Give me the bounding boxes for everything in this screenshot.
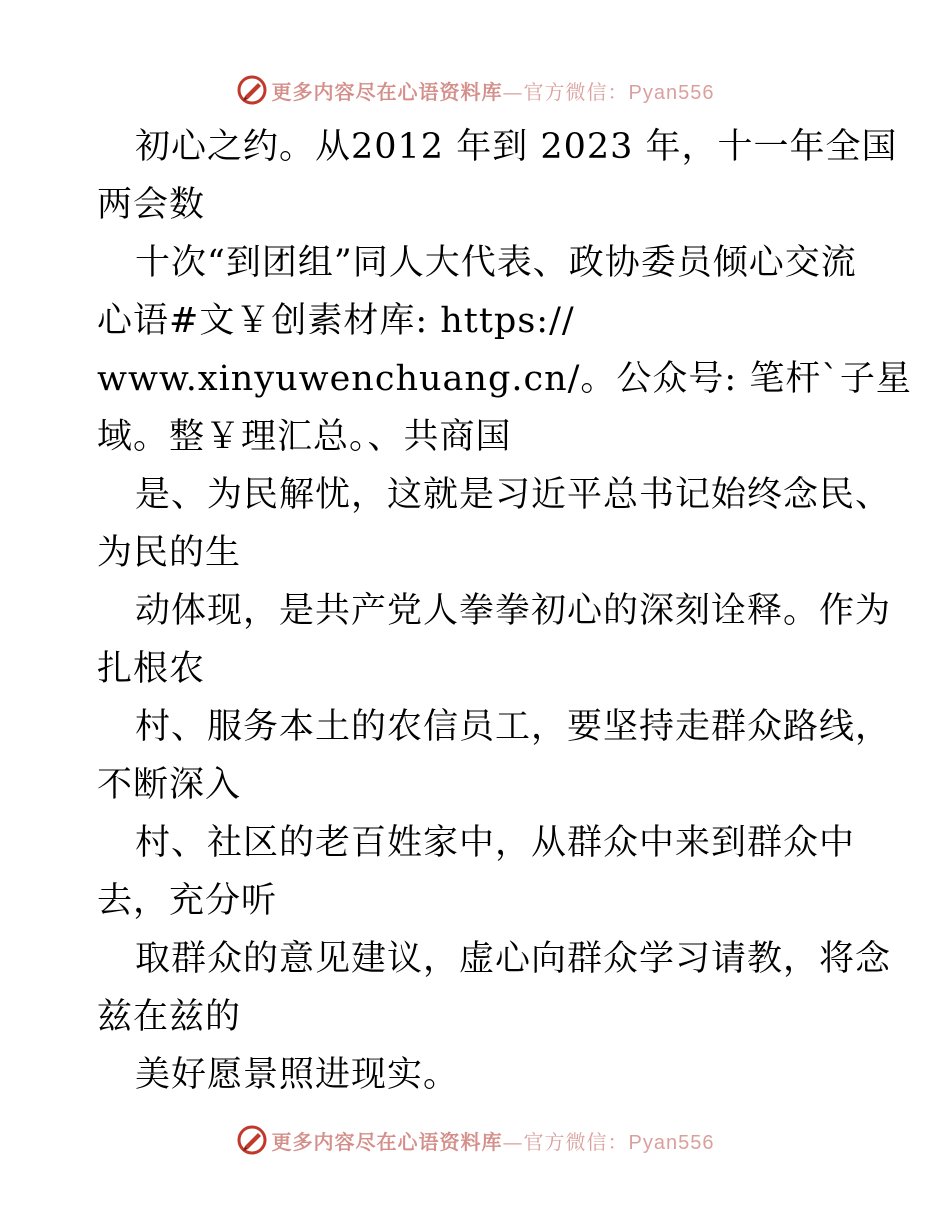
body-line: 取群众的意见建议，虚心向群众学习请教，将念 — [135, 939, 892, 979]
body-line: 心语#文￥创素材库: https:// — [97, 301, 575, 341]
body-line: 动体现，是共产党人拳拳初心的深刻诠释。作为 — [135, 591, 892, 631]
body-line: 不断深入 — [97, 765, 242, 805]
body-line: 为民的生 — [97, 533, 242, 573]
header-text — [272, 76, 715, 105]
body-line: 兹在兹的 — [97, 997, 242, 1037]
body-line: 美好愿景照进现实。 — [135, 1055, 460, 1095]
footer-wechat-label: 官方微信： — [523, 1129, 629, 1154]
footer-watermark — [0, 1120, 950, 1160]
footer-separator: — — [502, 1129, 524, 1154]
footer-brand: 更多内容尽在心语资料库 — [271, 1129, 503, 1154]
body-line: 初心之约。从2012 年到 2023 年，十一年全国 — [135, 127, 898, 167]
body-line: 域。整￥理汇总。、共商国 — [97, 417, 512, 457]
footer-wechat-id: Pyan556 — [628, 1131, 715, 1154]
body-line: www.xinyuwenchuang.cn/。公众号: 笔杆`子星 — [97, 359, 912, 399]
body-line: 两会数 — [97, 185, 206, 225]
header-separator: — — [502, 79, 524, 104]
pen-logo-icon — [236, 74, 268, 106]
footer-text — [272, 1126, 715, 1155]
header-brand: 更多内容尽在心语资料库 — [271, 79, 503, 104]
body-line: 扎根农 — [97, 649, 206, 689]
header-watermark — [0, 70, 950, 110]
body-line: 是、为民解忧，这就是习近平总书记始终念民、 — [135, 475, 892, 515]
body-line: 去，充分听 — [97, 881, 278, 921]
body-line: 十次“到团组”同人大代表、政协委员倾心交流 — [135, 243, 857, 283]
header-wechat-label: 官方微信： — [523, 79, 629, 104]
body-line: 村、社区的老百姓家中，从群众中来到群众中 — [135, 823, 856, 863]
pen-logo-icon — [236, 1124, 268, 1156]
header-wechat-id: Pyan556 — [628, 81, 715, 104]
body-line: 村、服务本土的农信员工，要坚持走群众路线， — [135, 707, 892, 747]
document-body — [97, 118, 912, 1104]
